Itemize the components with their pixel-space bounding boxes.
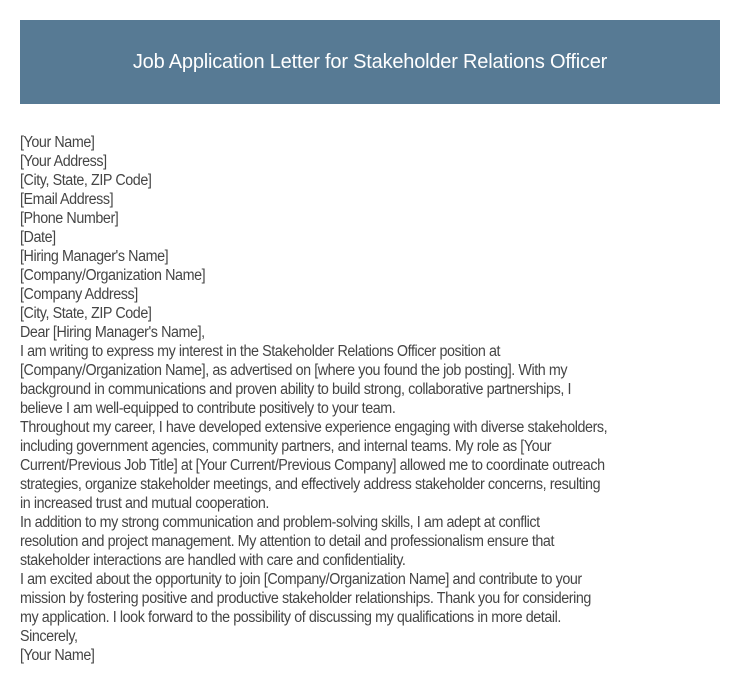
salutation: Dear [Hiring Manager's Name],	[20, 324, 205, 341]
paragraph-line: [Company/Organization Name], as advertised on [where you found the job posting]. With my	[20, 362, 568, 379]
paragraph-line: resolution and project management. My attention to detail and professionalism ensure that	[20, 533, 555, 550]
recipient-hiring-manager: [Hiring Manager's Name]	[20, 248, 169, 265]
recipient-company-address: [Company Address]	[20, 286, 138, 303]
paragraph-closing	[20, 570, 736, 627]
signature: [Your Name]	[20, 647, 95, 664]
paragraph-intro	[20, 342, 736, 418]
recipient-company-name: [Company/Organization Name]	[20, 267, 206, 284]
paragraph-line: believe I am well-equipped to contribute positively to your team.	[20, 400, 396, 417]
paragraph-line: stakeholder interactions are handled with care and confidentiality.	[20, 552, 406, 569]
letter-title-banner	[20, 20, 720, 104]
sender-name: [Your Name]	[20, 134, 95, 151]
paragraph-line: in increased trust and mutual cooperation.	[20, 495, 269, 512]
paragraph-line: I am excited about the opportunity to join [Company/Organization Name] and contribute to your	[20, 571, 582, 588]
paragraph-line: background in communications and proven ability to build strong, collaborative partnerships, I	[20, 381, 572, 398]
closing: Sincerely,	[20, 628, 78, 645]
paragraph-line: mission by fostering positive and productive stakeholder relationships. Thank you for considering	[20, 590, 591, 607]
letter-body	[20, 133, 736, 665]
paragraph-line: strategies, organize stakeholder meetings, and effectively address stakeholder concerns, resulting	[20, 476, 601, 493]
sender-email: [Email Address]	[20, 191, 114, 208]
sender-city-state-zip: [City, State, ZIP Code]	[20, 172, 152, 189]
page-title: Job Application Letter for Stakeholder Relations Officer	[132, 50, 608, 73]
paragraph-experience	[20, 418, 736, 513]
letter-date: [Date]	[20, 229, 56, 246]
sender-address: [Your Address]	[20, 153, 107, 170]
paragraph-line: In addition to my strong communication and problem-solving skills, I am adept at conflict	[20, 514, 540, 531]
paragraph-skills	[20, 513, 736, 570]
paragraph-line: including government agencies, community partners, and internal teams. My role as [Your	[20, 438, 552, 455]
paragraph-line: Throughout my career, I have developed extensive experience engaging with diverse stakeholders,	[20, 419, 608, 436]
recipient-city-state-zip: [City, State, ZIP Code]	[20, 305, 152, 322]
paragraph-line: Current/Previous Job Title] at [Your Current/Previous Company] allowed me to coordinate outreach	[20, 457, 605, 474]
paragraph-line: I am writing to express my interest in the Stakeholder Relations Officer position at	[20, 343, 501, 360]
sender-phone: [Phone Number]	[20, 210, 119, 227]
paragraph-line: my application. I look forward to the possibility of discussing my qualifications in more detail.	[20, 609, 561, 626]
